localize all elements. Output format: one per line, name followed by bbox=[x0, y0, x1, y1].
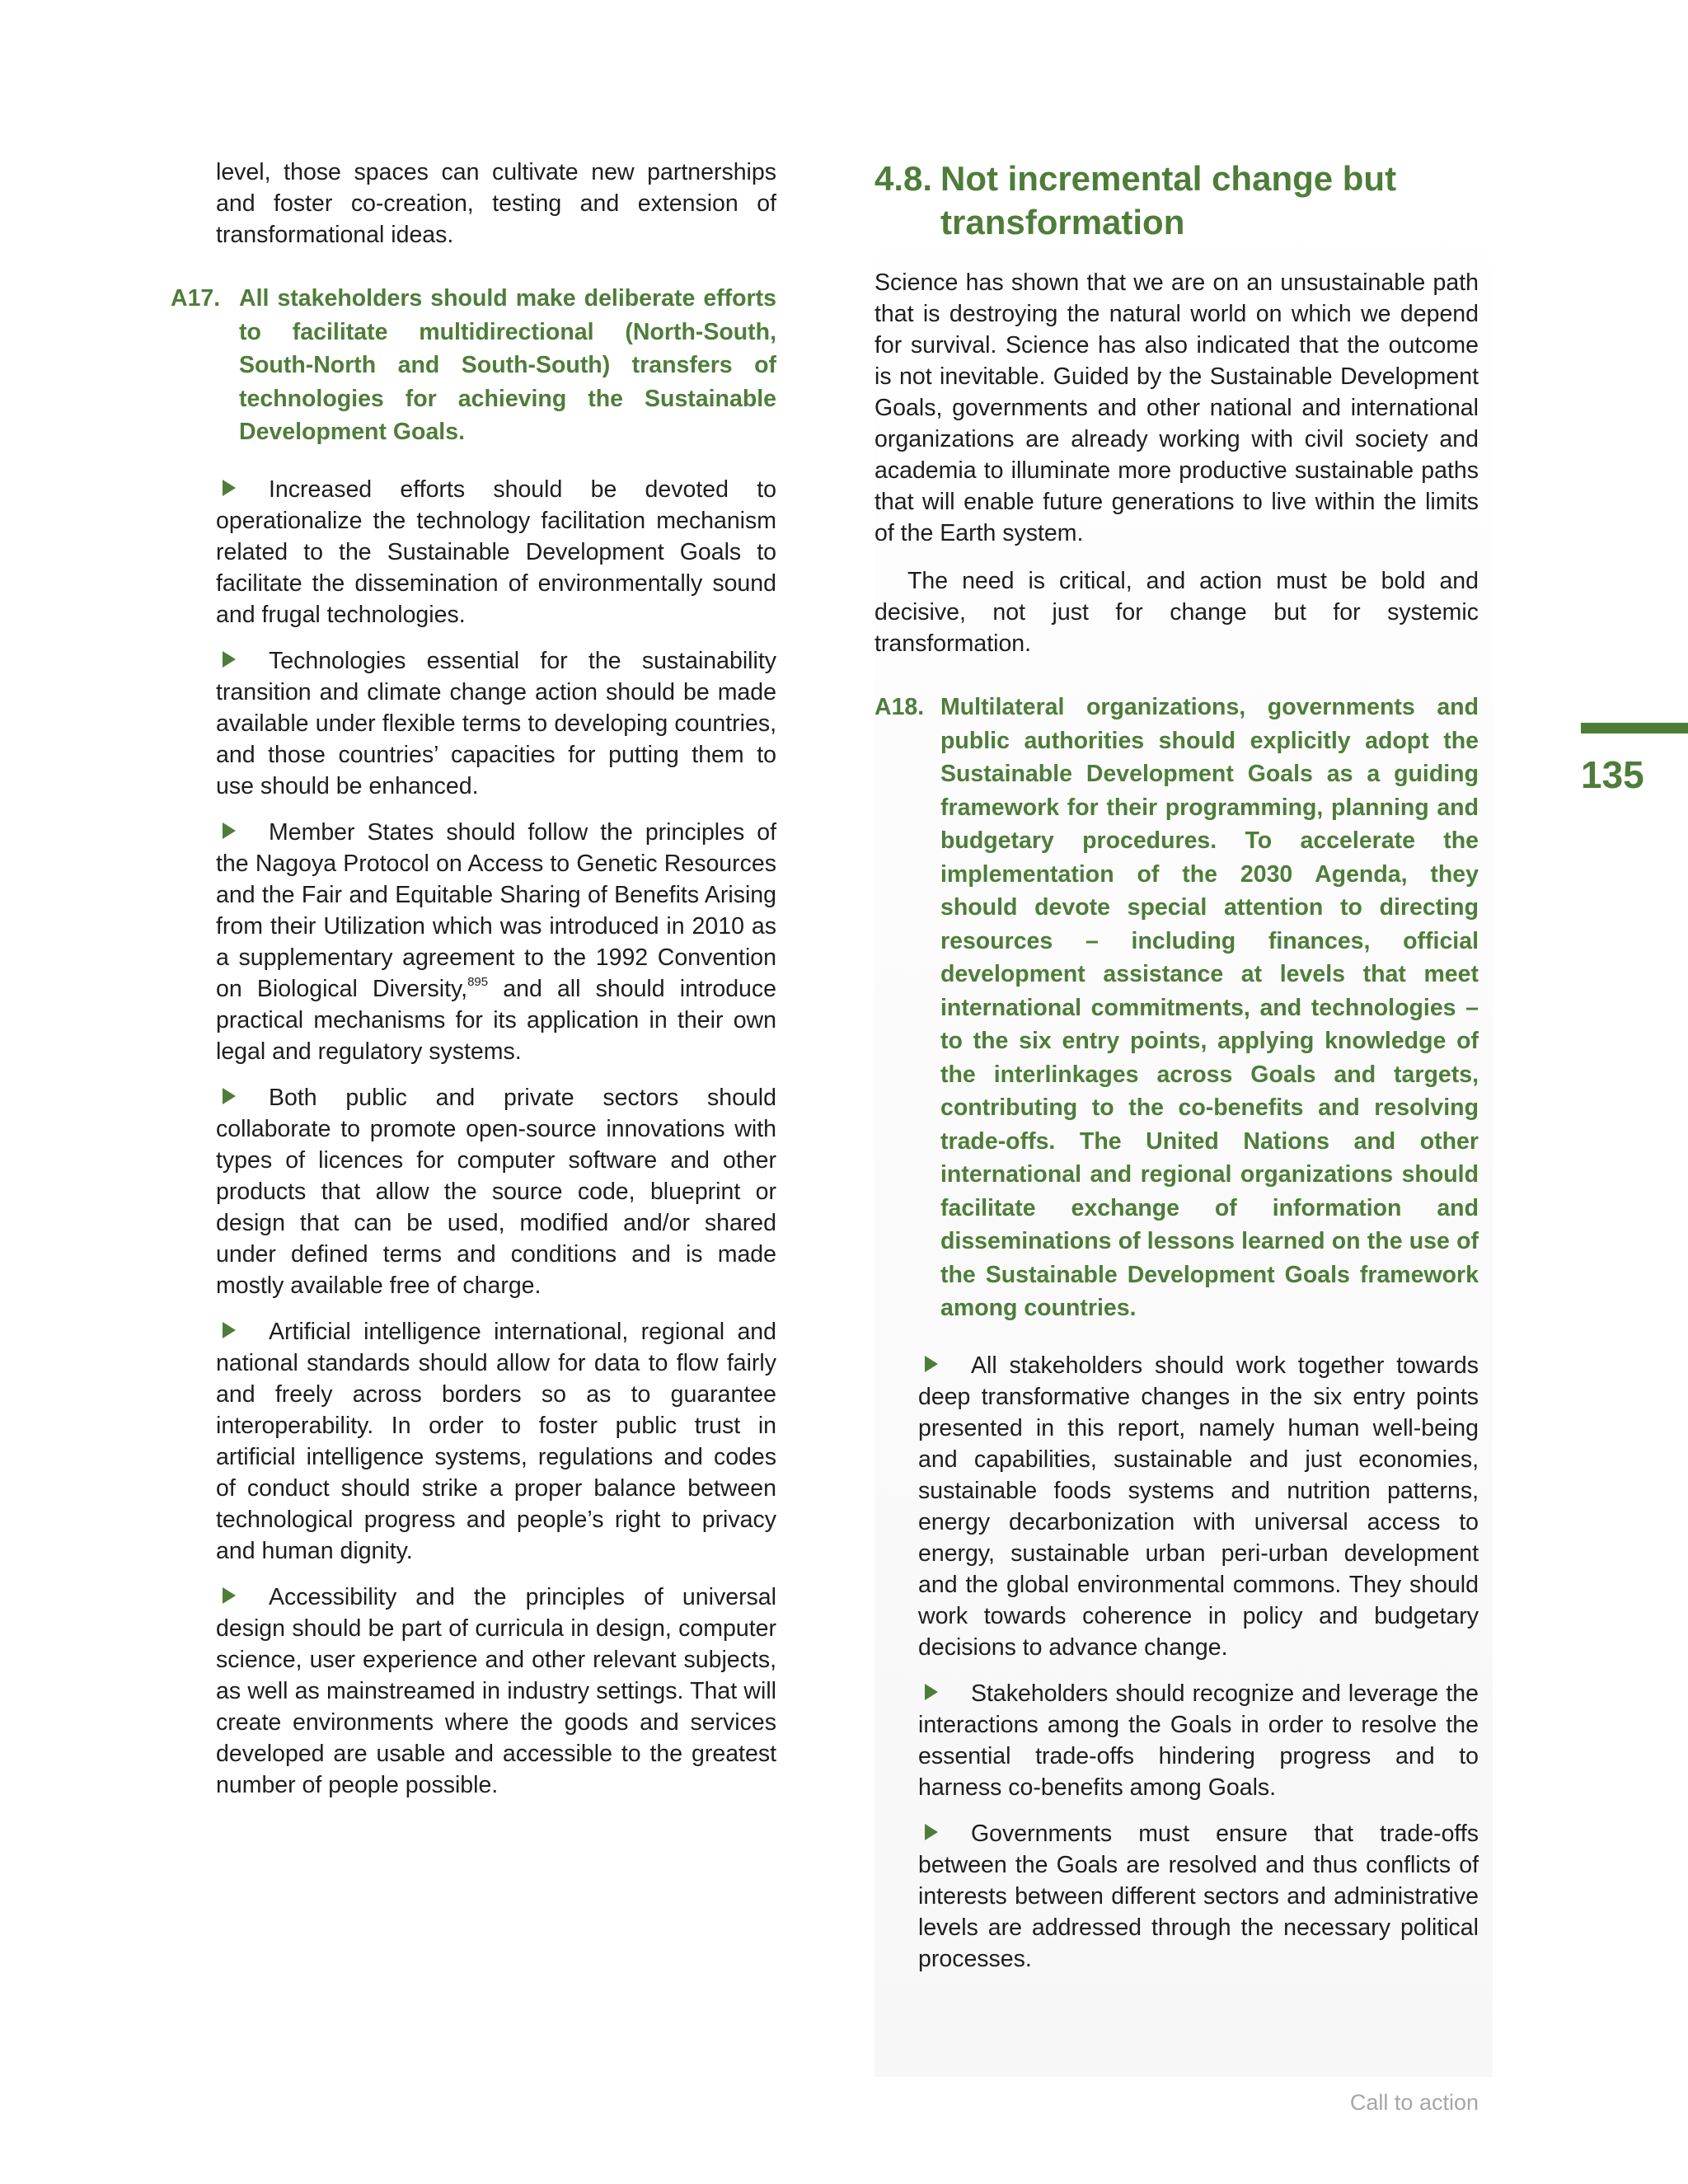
recommendation-text: Multilateral organizations, governments and public authorities should explicitly adopt the Sustainable Development Goals as a guiding framework for their programming, planning and budgetary procedures. To accelerate the implementation of the 2030 Agenda, they should devote special attention to directing resources – including finances, official development assistance at levels that meet international commitments, and technologies – to the six entry points, applying knowledge of the interlinkages across Goals and targets, contributing to the co-benefits and resolving trade-offs. The United Nations and other international and regional organizations should facilitate exchange of information and disseminations of lessons learned on the use of the Sustainable Development Goals framework among countries. bbox=[940, 694, 1479, 1321]
bullet-item bbox=[874, 1350, 1479, 1663]
section-number: 4.8. bbox=[874, 159, 933, 198]
bullet-text: Artificial intelligence international, regional and national standards should allow for data to flow fairly and freely across borders so as to guarantee interoperability. In order to foster public trust in artificial intelligence systems, regulations and codes of conduct should strike a proper balance between technological progress and people’s right to privacy and human dignity. bbox=[216, 1318, 776, 1564]
bullet-triangle-icon bbox=[925, 1356, 938, 1372]
bullet-triangle-icon bbox=[223, 651, 236, 668]
bullet-triangle-icon bbox=[223, 1322, 236, 1338]
bullet-text: Governments must ensure that trade-offs between the Goals are resolved and thus conflicts of interests between different sectors and administrative levels are addressed through the necessary political processes. bbox=[918, 1820, 1479, 1972]
body-paragraph: Science has shown that we are on an unsustainable path that is destroying the natural world on which we depend for survival. Science has also indicated that the outcome is not inevitable. Guided by the Sustainable Development Goals, governments and other national and international organizations are already working with civil society and academia to illuminate more productive sustainable paths that will enable future generations to live within the limits of the Earth system. bbox=[874, 269, 1479, 546]
bullet-text: Stakeholders should recognize and leverage the interactions among the Goals in order to resolve the essential trade-offs hindering progress and to harness co-benefits among Goals. bbox=[918, 1680, 1479, 1801]
page-number: 135 bbox=[1581, 753, 1644, 796]
bullet-item bbox=[216, 645, 776, 802]
bullet-triangle-icon bbox=[223, 1587, 236, 1604]
right-column bbox=[874, 157, 1479, 1990]
bullet-item bbox=[216, 474, 776, 630]
bullet-text: Both public and private sectors should collaborate to promote open-source innovations with types of licences for computer software and other products that allow the source code, blueprint or design that can be used, modified and/or shared under defined terms and conditions and is made mostly available free of charge. bbox=[216, 1084, 776, 1299]
intro-paragraph: level, those spaces can cultivate new partnerships and foster co-creation, testing and extension of transformational ideas. bbox=[216, 159, 776, 248]
recommendation-a18 bbox=[874, 691, 1479, 1325]
bullet-triangle-icon bbox=[223, 480, 236, 496]
bullet-item bbox=[874, 1818, 1479, 1975]
bullet-triangle-icon bbox=[223, 1088, 236, 1104]
running-footer: Call to action bbox=[1349, 2090, 1479, 2115]
section-title: Not incremental change but transformation bbox=[940, 159, 1397, 241]
bullet-triangle-icon bbox=[925, 1684, 938, 1700]
bullet-item bbox=[874, 1678, 1479, 1803]
bullet-item bbox=[216, 817, 776, 1067]
bullet-triangle-icon bbox=[223, 823, 236, 839]
bullet-text: Member States should follow the principles of the Nagoya Protocol on Access to Genetic Resources and the Fair and Equitable Sharing of Benefits Arising from their Utilization which was introduced in 2010 as a supplementary agreement to the 1992 Convention on Biological Diversity, bbox=[216, 818, 776, 1002]
bullet-text: Technologies essential for the sustainability transition and climate change action should be made available under flexible terms to developing countries, and those countries’ capacities for putting them to use should be enhanced. bbox=[216, 647, 776, 799]
recommendation-number: A17. bbox=[171, 285, 221, 312]
bullet-text: Accessibility and the principles of universal design should be part of curricula in design, computer science, user experience and other relevant subjects, as well as mainstreamed in industry settings. That will create environments where the goods and services developed are usable and accessible to the greatest number of people possible. bbox=[216, 1583, 776, 1798]
section-heading bbox=[874, 157, 1479, 244]
left-column bbox=[171, 157, 776, 1816]
body-paragraph: The need is critical, and action must be bold and decisive, not just for change but for systemic transformation. bbox=[874, 568, 1479, 657]
recommendation-a17 bbox=[171, 282, 776, 449]
recommendation-text: All stakeholders should make deliberate efforts to facilitate multidirectional (North-South, South-North and South-South) transfers of technologies for achieving the Sustainable Development Goals. bbox=[239, 285, 776, 445]
footnote-reference[interactable]: 895 bbox=[467, 974, 489, 989]
bullet-text: All stakeholders should work together towards deep transformative changes in the six entry points presented in this report, namely human well-being and capabilities, sustainable and just economies, sustainable foods systems and nutrition patterns, energy decarbonization with universal access to energy, sustainable urban peri-urban development and the global environmental commons. They should work towards coherence in policy and budgetary decisions to advance change. bbox=[918, 1352, 1479, 1661]
bullet-triangle-icon bbox=[925, 1824, 938, 1840]
recommendation-number: A18. bbox=[874, 694, 925, 720]
bullet-text-continued: and all should introduce practical mechanisms for its application in their own legal and regulatory systems. bbox=[216, 975, 776, 1065]
bullet-item bbox=[216, 1082, 776, 1301]
bullet-item bbox=[216, 1316, 776, 1567]
bullet-item bbox=[216, 1582, 776, 1801]
page-marker-bar bbox=[1581, 723, 1688, 733]
bullet-text: Increased efforts should be devoted to operationalize the technology facilitation mechanism related to the Sustainable Development Goals to facilitate the dissemination of environmentally sound and frugal technologies. bbox=[216, 476, 776, 628]
